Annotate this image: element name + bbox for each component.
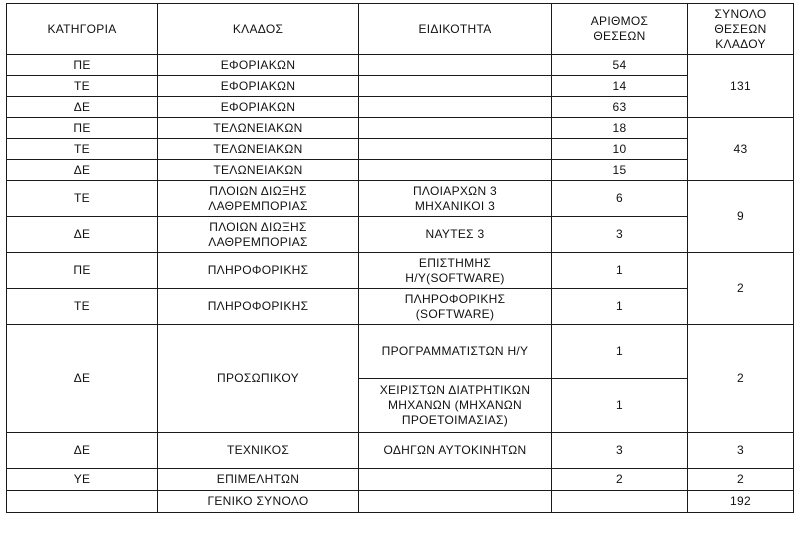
branch-cell: ΕΦΟΡΙΑΚΩΝ xyxy=(158,97,359,118)
table-row xyxy=(7,469,794,491)
category-cell: ΔΕ xyxy=(7,217,158,253)
specialty-cell xyxy=(359,118,552,139)
table-row xyxy=(7,217,794,253)
positions-cell: 1 xyxy=(552,325,688,379)
header-row xyxy=(7,4,794,55)
header-specialty: ΕΙΔΙΚΟΤΗΤΑ xyxy=(359,4,552,55)
category-cell: ΠΕ xyxy=(7,253,158,289)
specialty-cell xyxy=(359,160,552,181)
branch-total-cell: 2 xyxy=(688,325,794,433)
table-row xyxy=(7,55,794,76)
positions-cell: 1 xyxy=(552,379,688,433)
positions-cell: 3 xyxy=(552,217,688,253)
grand-total-row xyxy=(7,491,794,513)
branch-cell: ΕΦΟΡΙΑΚΩΝ xyxy=(158,76,359,97)
branch-cell: ΠΛΟΙΩΝ ΔΙΩΞΗΣ ΛΑΘΡΕΜΠΟΡΙΑΣ xyxy=(158,181,359,217)
branch-total-cell: 2 xyxy=(688,253,794,325)
branch-total-cell: 131 xyxy=(688,55,794,118)
positions-cell: 3 xyxy=(552,433,688,469)
table-row xyxy=(7,325,794,379)
positions-cell: 1 xyxy=(552,289,688,325)
grand-total-label: ΓΕΝΙΚΟ ΣΥΝΟΛΟ xyxy=(158,491,359,513)
branch-cell: ΕΠΙΜΕΛΗΤΩΝ xyxy=(158,469,359,491)
positions-table xyxy=(6,3,794,513)
category-cell: ΤΕ xyxy=(7,76,158,97)
branch-cell: ΕΦΟΡΙΑΚΩΝ xyxy=(158,55,359,76)
specialty-cell: ΠΡΟΓΡΑΜΜΑΤΙΣΤΩΝ Η/Υ xyxy=(359,325,552,379)
branch-cell: ΠΛΗΡΟΦΟΡΙΚΗΣ xyxy=(158,289,359,325)
table-row xyxy=(7,181,794,217)
table-row xyxy=(7,289,794,325)
table-row xyxy=(7,139,794,160)
category-cell: ΤΕ xyxy=(7,139,158,160)
positions-cell: 18 xyxy=(552,118,688,139)
table-row xyxy=(7,118,794,139)
branch-total-cell: 2 xyxy=(688,469,794,491)
specialty-cell xyxy=(359,97,552,118)
category-cell: ΠΕ xyxy=(7,118,158,139)
specialty-cell xyxy=(359,76,552,97)
category-cell: ΠΕ xyxy=(7,55,158,76)
table-row xyxy=(7,97,794,118)
branch-cell: ΠΛΟΙΩΝ ΔΙΩΞΗΣ ΛΑΘΡΕΜΠΟΡΙΑΣ xyxy=(158,217,359,253)
specialty-cell: ΕΠΙΣΤΗΜΗΣ Η/Υ(SOFTWARE) xyxy=(359,253,552,289)
positions-cell: 14 xyxy=(552,76,688,97)
positions-cell: 1 xyxy=(552,253,688,289)
category-cell: ΤΕ xyxy=(7,181,158,217)
table-row xyxy=(7,253,794,289)
positions-cell: 6 xyxy=(552,181,688,217)
header-category: ΚΑΤΗΓΟΡΙΑ xyxy=(7,4,158,55)
specialty-cell xyxy=(359,139,552,160)
specialty-cell: ΟΔΗΓΩΝ ΑΥΤΟΚΙΝΗΤΩΝ xyxy=(359,433,552,469)
category-cell: ΔΕ xyxy=(7,325,158,433)
category-cell: ΥΕ xyxy=(7,469,158,491)
category-cell: ΤΕ xyxy=(7,289,158,325)
grand-total-empty-cell xyxy=(552,491,688,513)
header-branch-total: ΣΥΝΟΛΟ ΘΕΣΕΩΝ ΚΛΑΔΟΥ xyxy=(688,4,794,55)
positions-cell: 10 xyxy=(552,139,688,160)
category-cell: ΔΕ xyxy=(7,97,158,118)
header-positions: ΑΡΙΘΜΟΣ ΘΕΣΕΩΝ xyxy=(552,4,688,55)
specialty-cell xyxy=(359,55,552,76)
branch-cell: ΠΛΗΡΟΦΟΡΙΚΗΣ xyxy=(158,253,359,289)
specialty-cell xyxy=(359,469,552,491)
branch-total-cell: 9 xyxy=(688,181,794,253)
branch-cell: ΤΕΧΝΙΚΟΣ xyxy=(158,433,359,469)
branch-total-cell: 43 xyxy=(688,118,794,181)
specialty-cell: ΠΛΟΙΑΡΧΩΝ 3 ΜΗΧΑΝΙΚΟΙ 3 xyxy=(359,181,552,217)
branch-total-cell: 3 xyxy=(688,433,794,469)
category-cell: ΔΕ xyxy=(7,160,158,181)
positions-cell: 15 xyxy=(552,160,688,181)
table-row xyxy=(7,160,794,181)
grand-total-empty-cell xyxy=(7,491,158,513)
grand-total-empty-cell xyxy=(359,491,552,513)
header-branch: ΚΛΑΔΟΣ xyxy=(158,4,359,55)
branch-cell: ΤΕΛΩΝΕΙΑΚΩΝ xyxy=(158,139,359,160)
specialty-cell: ΠΛΗΡΟΦΟΡΙΚΗΣ (SOFTWARE) xyxy=(359,289,552,325)
table-row xyxy=(7,433,794,469)
branch-cell: ΤΕΛΩΝΕΙΑΚΩΝ xyxy=(158,160,359,181)
positions-cell: 63 xyxy=(552,97,688,118)
specialty-cell: ΧΕΙΡΙΣΤΩΝ ΔΙΑΤΡΗΤΙΚΩΝ ΜΗΧΑΝΩΝ (ΜΗΧΑΝΩΝ ΠΡΟΕΤΟΙΜΑΣΙΑΣ) xyxy=(359,379,552,433)
positions-cell: 2 xyxy=(552,469,688,491)
table-row xyxy=(7,76,794,97)
branch-cell: ΤΕΛΩΝΕΙΑΚΩΝ xyxy=(158,118,359,139)
grand-total-value: 192 xyxy=(688,491,794,513)
specialty-cell: ΝΑΥΤΕΣ 3 xyxy=(359,217,552,253)
positions-cell: 54 xyxy=(552,55,688,76)
category-cell: ΔΕ xyxy=(7,433,158,469)
branch-cell: ΠΡΟΣΩΠΙΚΟΥ xyxy=(158,325,359,433)
